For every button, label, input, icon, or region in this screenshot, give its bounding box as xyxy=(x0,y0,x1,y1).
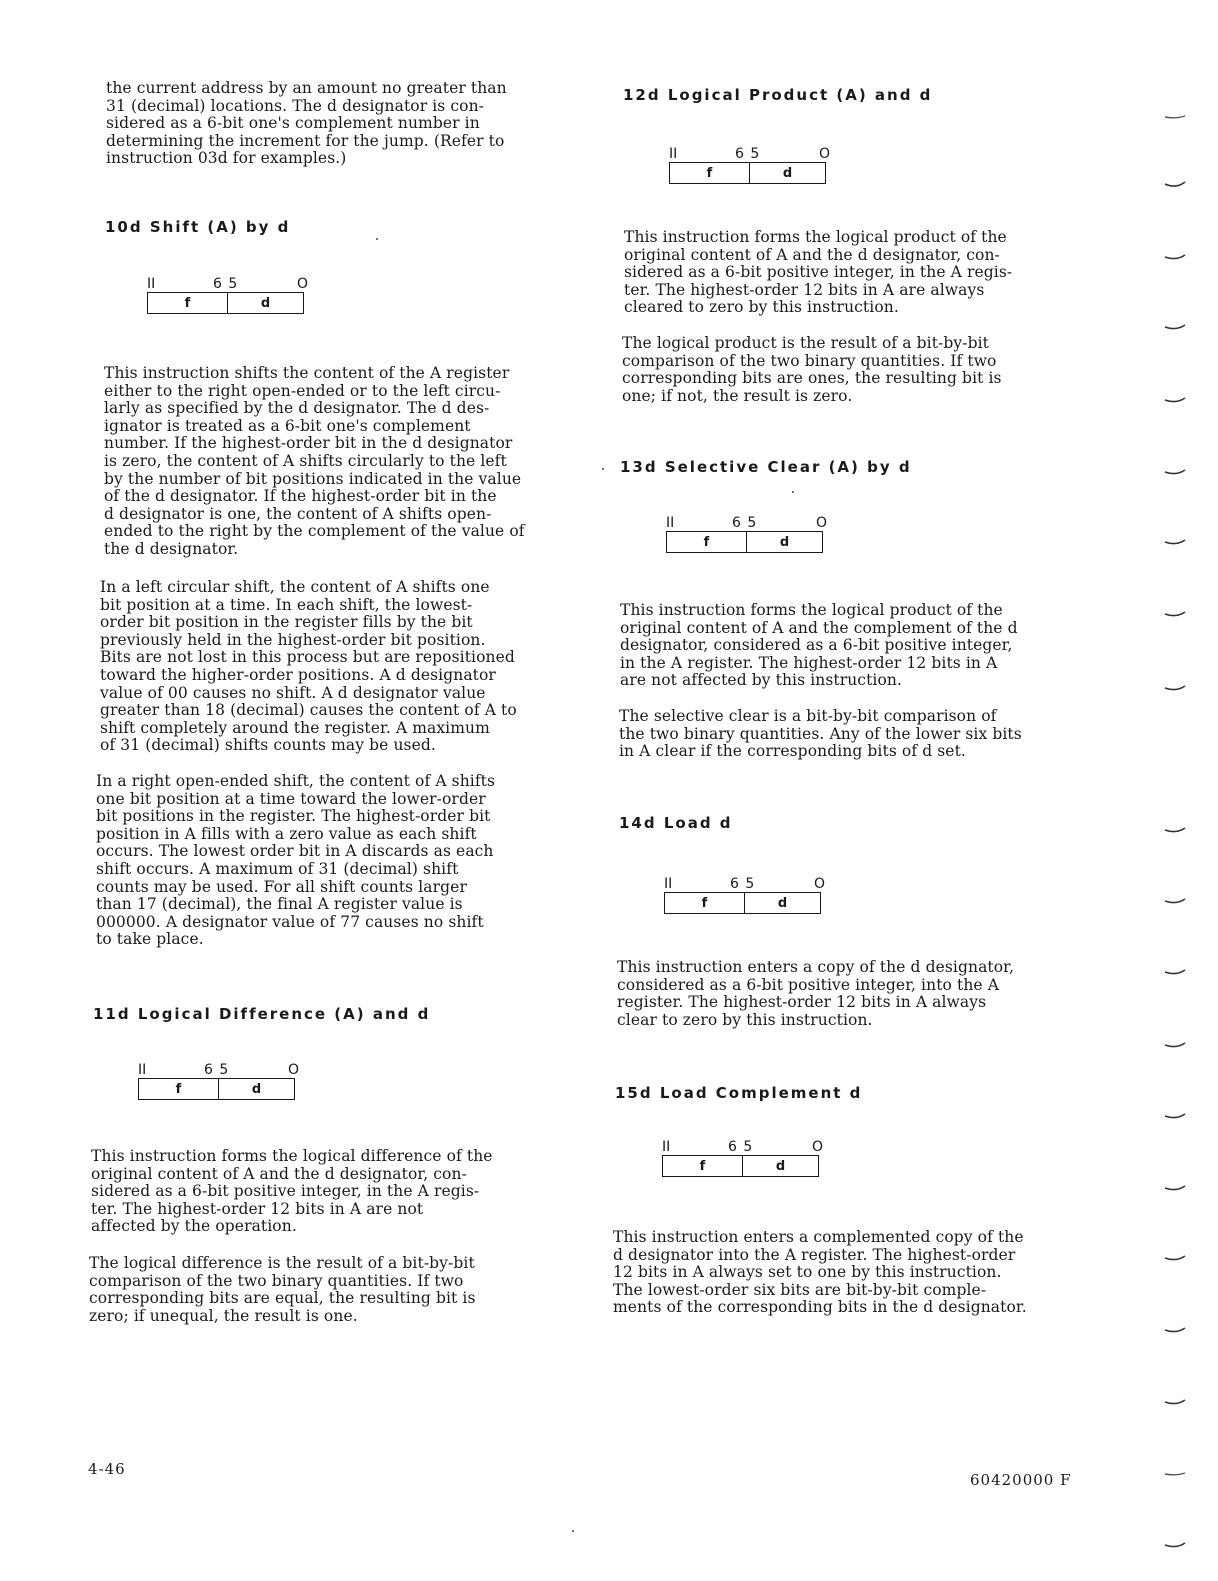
format-box xyxy=(664,892,821,914)
paragraph-11d-1: This instruction forms the logical difference of the original content of A and the d designator, con- sidered as a 6-bit positive integer, in the A regis- ter. The highest-order 12 bits in A are not affected by the operation. xyxy=(91,1147,493,1236)
bit-label-0: O xyxy=(814,876,826,892)
speck xyxy=(572,1530,574,1532)
binding-mark xyxy=(1164,1540,1186,1552)
bit-label-0: O xyxy=(812,1139,824,1155)
field-d: d xyxy=(775,1158,786,1174)
binding-mark xyxy=(1164,537,1186,549)
bit-label-0: O xyxy=(297,276,309,292)
binding-mark xyxy=(1164,825,1186,837)
binding-mark xyxy=(1164,322,1186,334)
field-d: d xyxy=(777,895,788,911)
binding-mark xyxy=(1164,180,1186,192)
binding-mark xyxy=(1164,1183,1186,1195)
binding-mark xyxy=(1164,467,1186,479)
bit-label-11: II xyxy=(662,1139,671,1155)
heading-14d: 14d Load d xyxy=(619,814,733,832)
heading-15d: 15d Load Complement d xyxy=(615,1084,863,1102)
format-box xyxy=(147,292,304,314)
speck xyxy=(792,491,794,493)
bit-label-6-5: 6 5 xyxy=(204,1062,230,1078)
paragraph-10d-1: This instruction shifts the content of the A register either to the right open-ended or to the left circu- larly as specified by the d designator. The d des- ignator is treated as a 6-bit one's complement number. If the highest-order bit in the d designator is zero, the content of A shifts circularly to the left by the number of bit positions indicated in the value of the d designator. If the highest-order bit in the d designator is one, the content of A shifts open- ended to the right by the complement of the value of the d designator. xyxy=(104,364,525,558)
instruction-format-14d xyxy=(664,877,834,919)
document-number: 60420000 F xyxy=(970,1471,1072,1489)
field-f: f xyxy=(148,293,228,313)
paragraph-14d-1: This instruction enters a copy of the d designator, considered as a 6-bit positive integer, into the A register. The highest-order 12 bits in A always clear to zero by this instruction. xyxy=(617,958,1015,1029)
bit-label-11: II xyxy=(669,146,678,162)
binding-mark xyxy=(1164,609,1186,621)
bit-label-6-5: 6 5 xyxy=(735,146,761,162)
instruction-format-15d xyxy=(662,1140,832,1182)
paragraph-11d-2: The logical difference is the result of a bit-by-bit comparison of the two binary quantities. If two corresponding bits are equal, the resulting bit is zero; if unequal, the result is one. xyxy=(89,1254,476,1325)
binding-mark xyxy=(1164,1397,1186,1409)
field-f: f xyxy=(139,1079,219,1099)
paragraph-15d-1: This instruction enters a complemented copy of the d designator into the A register. The highest-order 12 bits in A always set to one by this instruction. The lowest-order six bits are bit-by-bit comple- ments of the corresponding bits in the d designator. xyxy=(613,1228,1027,1317)
paragraph-13d-2: The selective clear is a bit-by-bit comparison of the two binary quantities. Any of the lower six bits in A clear if the corresponding bits of d set. xyxy=(619,707,1022,761)
speck xyxy=(376,238,378,240)
binding-mark xyxy=(1164,1325,1186,1337)
instruction-format-12d xyxy=(669,147,839,189)
heading-13d: 13d Selective Clear (A) by d xyxy=(620,458,912,476)
binding-mark xyxy=(1164,967,1186,979)
bit-label-0: O xyxy=(816,515,828,531)
format-box xyxy=(669,162,826,184)
field-f: f xyxy=(663,1156,743,1176)
page-number: 4-46 xyxy=(88,1460,126,1478)
field-d: d xyxy=(779,534,790,550)
binding-mark xyxy=(1164,1111,1186,1123)
bit-label-6-5: 6 5 xyxy=(730,876,756,892)
binding-mark xyxy=(1164,114,1186,126)
binding-mark xyxy=(1164,395,1186,407)
intro-paragraph: the current address by an amount no greater than 31 (decimal) locations. The d designator is con- sidered as a 6-bit one's complement number in determining the increment for the jump. (Refer to instruction 03d for examples.) xyxy=(106,79,507,168)
heading-11d: 11d Logical Difference (A) and d xyxy=(93,1005,431,1023)
instruction-format-11d xyxy=(138,1063,308,1105)
binding-mark xyxy=(1164,683,1186,695)
heading-10d: 10d Shift (A) by d xyxy=(105,218,291,236)
paragraph-10d-3: In a right open-ended shift, the content of A shifts one bit position at a time toward the lower-order bit positions in the register. The highest-order bit position in A fills with a zero value as each shift occurs. The lowest order bit in A discards as each shift occurs. A maximum of 31 (decimal) shift counts may be used. For all shift counts larger than 17 (decimal), the final A register value is 000000. A designator value of 77 causes no shift to take place. xyxy=(96,772,496,949)
field-d: d xyxy=(782,165,793,181)
bit-label-6-5: 6 5 xyxy=(213,276,239,292)
format-box xyxy=(138,1078,295,1100)
paragraph-13d-1: This instruction forms the logical product of the original content of A and the complement of the d designator, considered as a 6-bit positive integer, in the A register. The highest-order 12 bits in A are not affected by this instruction. xyxy=(620,601,1018,690)
field-f: f xyxy=(665,893,745,913)
instruction-format-10d xyxy=(147,277,317,319)
field-f: f xyxy=(667,532,747,552)
format-box xyxy=(662,1155,819,1177)
bit-label-11: II xyxy=(664,876,673,892)
field-d: d xyxy=(251,1081,262,1097)
paragraph-12d-1: This instruction forms the logical product of the original content of A and the d designator, con- sidered as a 6-bit positive integer, in the A regis- ter. The highest-order 12 bits in A are always cleared to zero by this instruction. xyxy=(624,228,1013,317)
binding-mark xyxy=(1164,1040,1186,1052)
paragraph-12d-2: The logical product is the result of a bit-by-bit comparison of the two binary quantities. If two corresponding bits are ones, the resulting bit is one; if not, the result is zero. xyxy=(622,334,1002,405)
bit-label-0: O xyxy=(288,1062,300,1078)
bit-label-0: O xyxy=(819,146,831,162)
binding-mark xyxy=(1164,1253,1186,1265)
bit-label-6-5: 6 5 xyxy=(728,1139,754,1155)
bit-label-11: II xyxy=(138,1062,147,1078)
binding-mark xyxy=(1164,1470,1186,1482)
format-box xyxy=(666,531,823,553)
speck xyxy=(602,468,604,470)
field-d: d xyxy=(260,295,271,311)
binding-mark xyxy=(1164,252,1186,264)
bit-label-11: II xyxy=(666,515,675,531)
bit-label-6-5: 6 5 xyxy=(732,515,758,531)
binding-mark xyxy=(1164,896,1186,908)
bit-label-11: II xyxy=(147,276,156,292)
heading-12d: 12d Logical Product (A) and d xyxy=(623,86,933,104)
paragraph-10d-2: In a left circular shift, the content of A shifts one bit position at a time. In each shift, the lowest- order bit position in the register fills by the bit previously held in the highest-order bit position. Bits are not lost in this process but are repositioned toward the higher-order positions. A d designator value of 00 causes no shift. A d designator value greater than 18 (decimal) causes the content of A to shift completely around the register. A maximum of 31 (decimal) shifts counts may be used. xyxy=(100,578,517,755)
instruction-format-13d xyxy=(666,516,836,558)
field-f: f xyxy=(670,163,750,183)
